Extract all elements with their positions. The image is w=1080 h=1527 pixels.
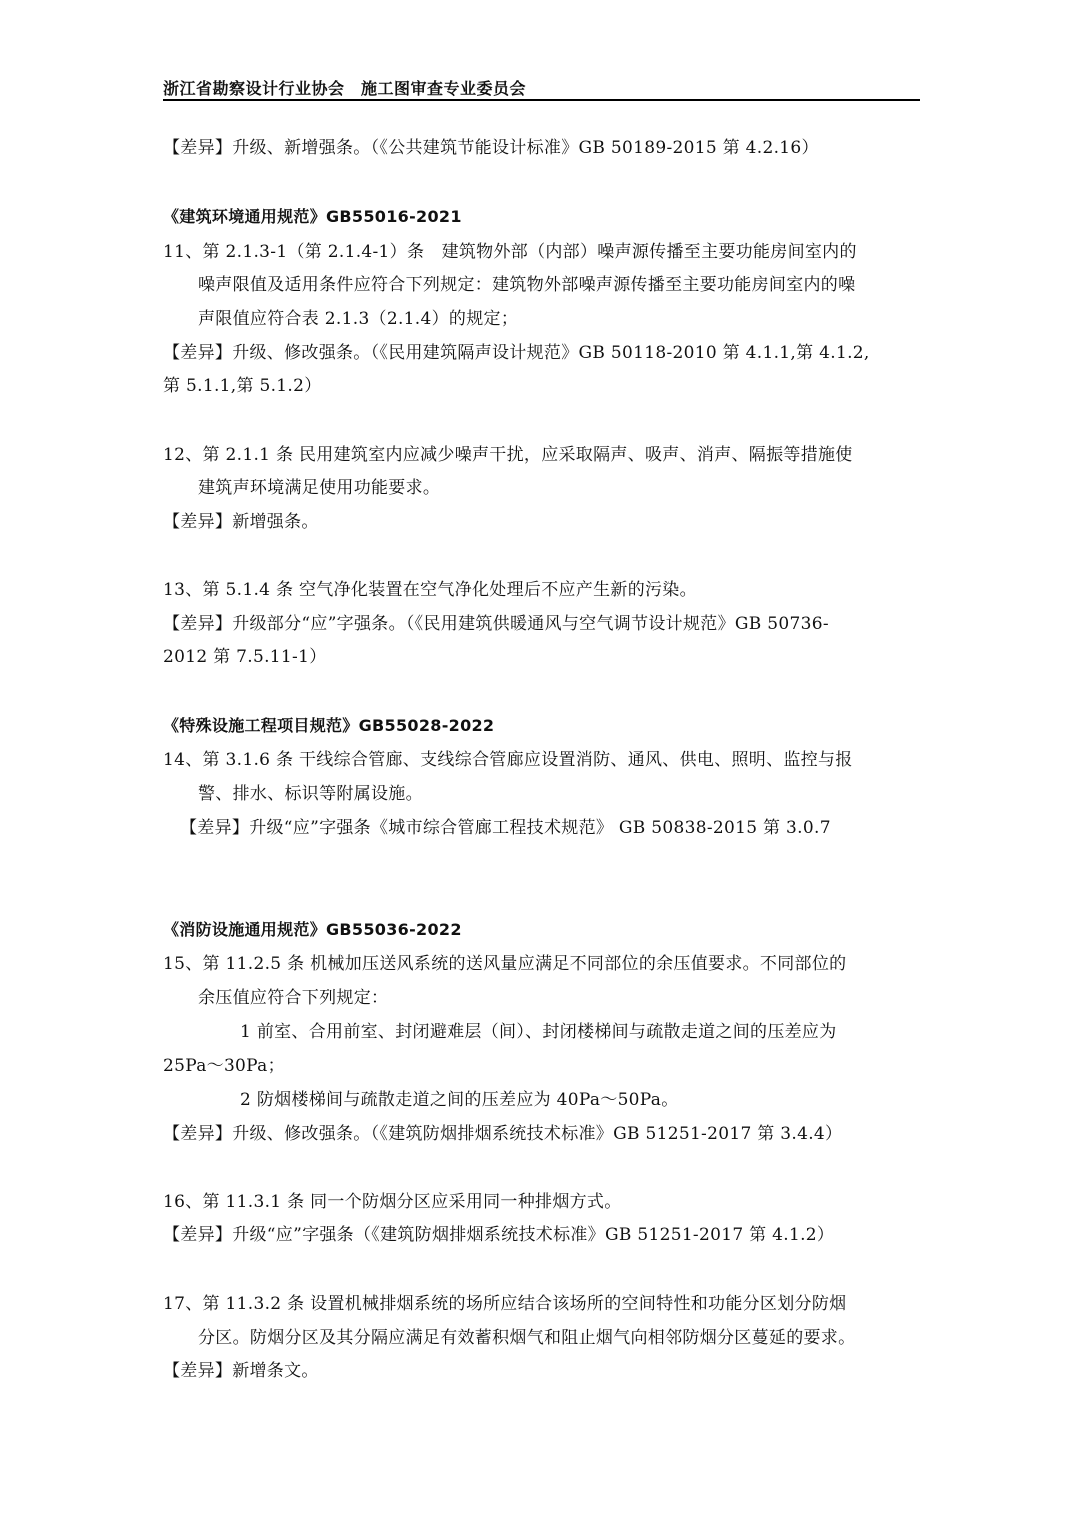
header-divider	[163, 99, 920, 101]
clause-continuation: 警、排水、标识等附属设施。	[198, 784, 423, 804]
difference-note: 【差异】升级、修改强条。（《民用建筑隔声设计规范》GB 50118-2010 第 4.1.1,第 4.1.2,	[163, 343, 870, 363]
section-heading: 《建筑环境通用规范》GB55016-2021	[163, 207, 462, 226]
difference-note: 【差异】升级、新增强条。（《公共建筑节能设计标准》GB 50189-2015 第 4.2.16）	[163, 138, 819, 158]
clause-item: 14、第 3.1.6 条 干线综合管廊、支线综合管廊应设置消防、通风、供电、照明、监控与报	[163, 750, 853, 770]
clause-continuation: 噪声限值及适用条件应符合下列规定：建筑物外部噪声源传播至主要功能房间室内的噪	[198, 275, 856, 295]
clause-continuation: 余压值应符合下列规定：	[198, 988, 389, 1008]
clause-item: 17、第 11.3.2 条 设置机械排烟系统的场所应结合该场所的空间特性和功能分区划分防烟	[163, 1294, 847, 1314]
difference-note-continuation: 第 5.1.1,第 5.1.2）	[163, 376, 322, 396]
clause-subitem-continuation: 25Pa～30Pa；	[163, 1056, 285, 1076]
section-heading: 《特殊设施工程项目规范》GB55028-2022	[163, 716, 495, 735]
clause-subitem: 1 前室、合用前室、封闭避难层（间）、封闭楼梯间与疏散走道之间的压差应为	[240, 1022, 837, 1042]
difference-note: 【差异】升级部分“应”字强条。（《民用建筑供暖通风与空气调节设计规范》GB 50736-	[163, 614, 829, 634]
difference-note-continuation: 2012 第 7.5.11-1）	[163, 647, 327, 667]
clause-item: 11、第 2.1.3-1（第 2.1.4-1）条 建筑物外部（内部）噪声源传播至主要功能房间室内的	[163, 242, 857, 262]
section-heading: 《消防设施通用规范》GB55036-2022	[163, 920, 462, 939]
clause-continuation: 分区。防烟分区及其分隔应满足有效蓄积烟气和阻止烟气向相邻防烟分区蔓延的要求。	[198, 1328, 856, 1348]
clause-item: 15、第 11.2.5 条 机械加压送风系统的送风量应满足不同部位的余压值要求。不同部位的	[163, 954, 847, 974]
difference-note: 【差异】升级“应”字强条《城市综合管廊工程技术规范》 GB 50838-2015 第 3.0.7	[180, 818, 831, 838]
difference-note: 【差异】新增条文。	[163, 1361, 319, 1381]
clause-subitem: 2 防烟楼梯间与疏散走道之间的压差应为 40Pa～50Pa。	[240, 1090, 679, 1110]
clause-continuation: 声限值应符合表 2.1.3（2.1.4）的规定；	[198, 309, 519, 329]
clause-item: 12、第 2.1.1 条 民用建筑室内应减少噪声干扰，应采取隔声、吸声、消声、隔振等措施使	[163, 445, 853, 465]
difference-note: 【差异】升级、修改强条。（《建筑防烟排烟系统技术标准》GB 51251-2017 第 3.4.4）	[163, 1124, 843, 1144]
clause-item: 16、第 11.3.1 条 同一个防烟分区应采用同一种排烟方式。	[163, 1192, 622, 1212]
page-header-title: 浙江省勘察设计行业协会 施工图审查专业委员会	[163, 79, 527, 98]
difference-note: 【差异】新增强条。	[163, 512, 319, 532]
clause-continuation: 建筑声环境满足使用功能要求。	[198, 478, 441, 498]
clause-item: 13、第 5.1.4 条 空气净化装置在空气净化处理后不应产生新的污染。	[163, 580, 697, 600]
difference-note: 【差异】升级“应”字强条（《建筑防烟排烟系统技术标准》GB 51251-2017 第 4.1.2）	[163, 1225, 835, 1245]
